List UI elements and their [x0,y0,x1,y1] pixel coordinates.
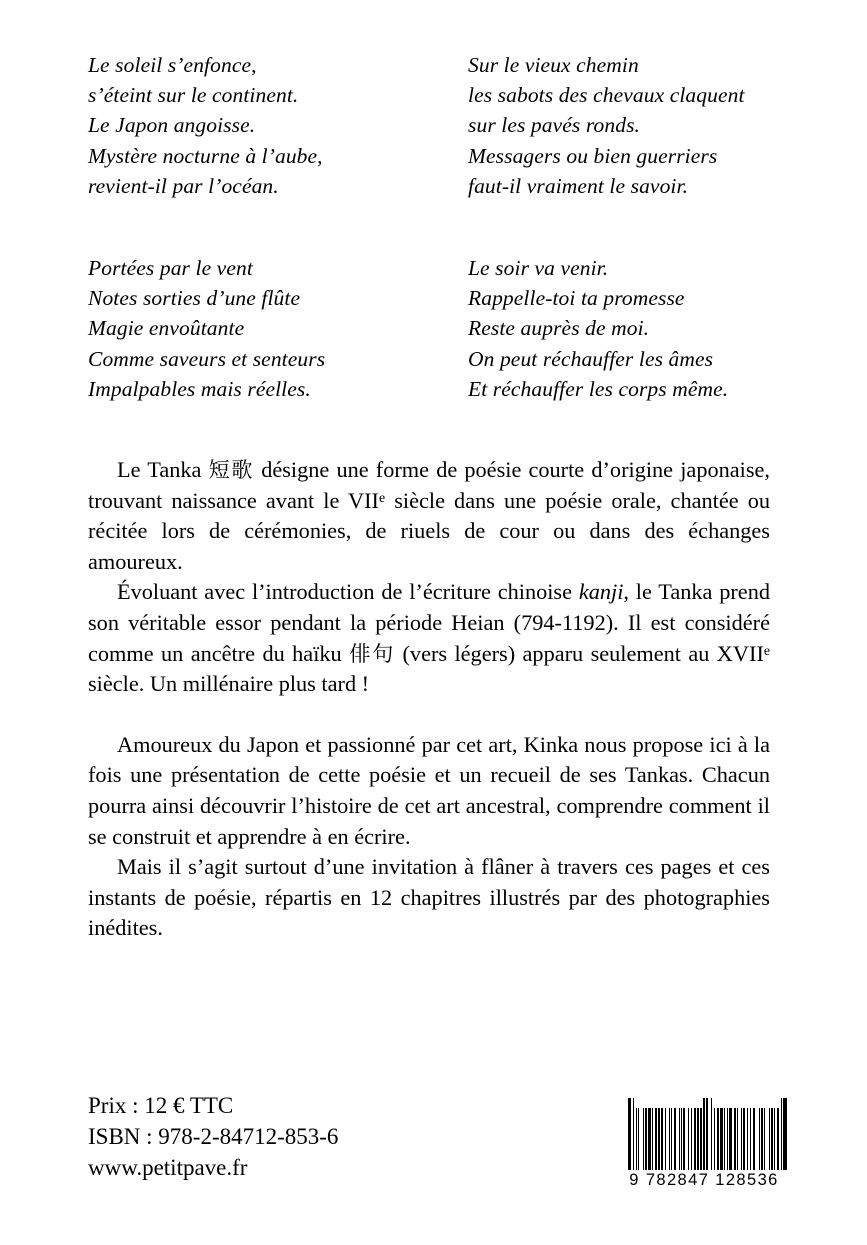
poem-line: Magie envoûtante [88,316,245,341]
prose-text: Évoluant avec l’introduction de l’écriture chinoise [117,579,579,605]
prose-text: siècle dans une poésie orale, chantée ou récitée lors de cérémonies, de riuels de cour ou dans des échanges amoureux. [88,487,771,574]
poem-line: Messagers ou bien guerriers [468,143,718,168]
paragraph-tanka-history [88,577,770,699]
paragraph-tanka-definition [88,455,770,577]
prose-text: (vers légers) apparu seulement au XVII [395,640,764,666]
poem-line: Rappelle-toi ta promesse [468,286,685,311]
barcode-bars [628,1098,788,1170]
poem-line: On peut réchauffer les âmes [468,346,714,371]
poem-line: Le Japon angoisse. [88,113,256,138]
poem-line: Reste auprès de moi. [468,316,650,341]
poem-column-right [468,50,788,404]
poem-line: Impalpables mais réelles. [88,376,311,401]
italic-term-kanji: kanji [578,579,624,605]
prose-text: Le Tanka [117,457,209,482]
poem-line: Le soleil s’enfonce, [88,53,257,77]
poem-line: Comme saveurs et senteurs [88,346,326,371]
poem-line: les sabots des chevaux claquent [468,83,745,108]
poem-right-1 [468,50,788,201]
poem-right-2 [468,253,788,404]
poem-line: Notes sorties d’une flûte [88,286,301,311]
poem-line: sur les pavés ronds. [468,113,641,138]
poem-line: Mystère nocturne à l’aube, [88,143,323,168]
isbn-label: ISBN : 978-2-84712-853-6 [88,1124,339,1149]
prose-text: siècle. Un millénaire plus tard ! [88,671,370,697]
paragraph-author-presentation: Amoureux du Japon et passionné par cet art, Kinka nous propose ici à la fois une présentation de cette poésie et un recueil de ses Tankas. Chacun pourra ainsi découvrir l’histoire de cet art ancestral, comprendre comment il se construit et apprendre à en écrire. [88,731,770,849]
poem-line: s’éteint sur le continent. [88,83,299,108]
publisher-website-link[interactable]: www.petitpave.fr [88,1155,248,1180]
prose-text: , le Tanka prend son véritable essor pendant la période Heian (794-1192). Il est considéré comme un ancêtre du haïku [88,579,770,666]
poem-column-left [88,50,468,404]
paragraph-invitation: Mais il s’agit surtout d’une invitation à flâner à travers ces pages et ces instants de poésie, répartis en 12 chapitres illustrés par des photographies inédites. [88,854,770,941]
poem-line: Portées par le vent [88,256,253,281]
poem-line: Et réchauffer les corps même. [468,376,729,401]
kanji-haiku: 俳句 [349,640,396,666]
poem-line: Le soir va venir. [468,256,609,281]
poem-left-1 [88,50,468,201]
prose-text: désigne une forme de poésie courte d’origine japonaise, trouvant naissance avant le VII [88,457,771,513]
poem-line: revient-il par l’océan. [88,173,279,198]
kanji-tanka: 短歌 [208,457,255,482]
barcode-digits: 9 782847 128536 [629,1171,779,1189]
barcode-space [787,1098,788,1170]
ordinal-suffix: e [379,489,386,505]
price-label: Prix : 12 € TTC [88,1093,234,1118]
ean13-barcode [620,1098,788,1190]
description-text [88,455,770,944]
poem-line: Sur le vieux chemin [468,53,639,77]
poem-line: faut-il vraiment le savoir. [468,173,689,198]
poem-left-2 [88,253,468,404]
ordinal-suffix: e [763,642,771,658]
poems-section [88,50,788,404]
